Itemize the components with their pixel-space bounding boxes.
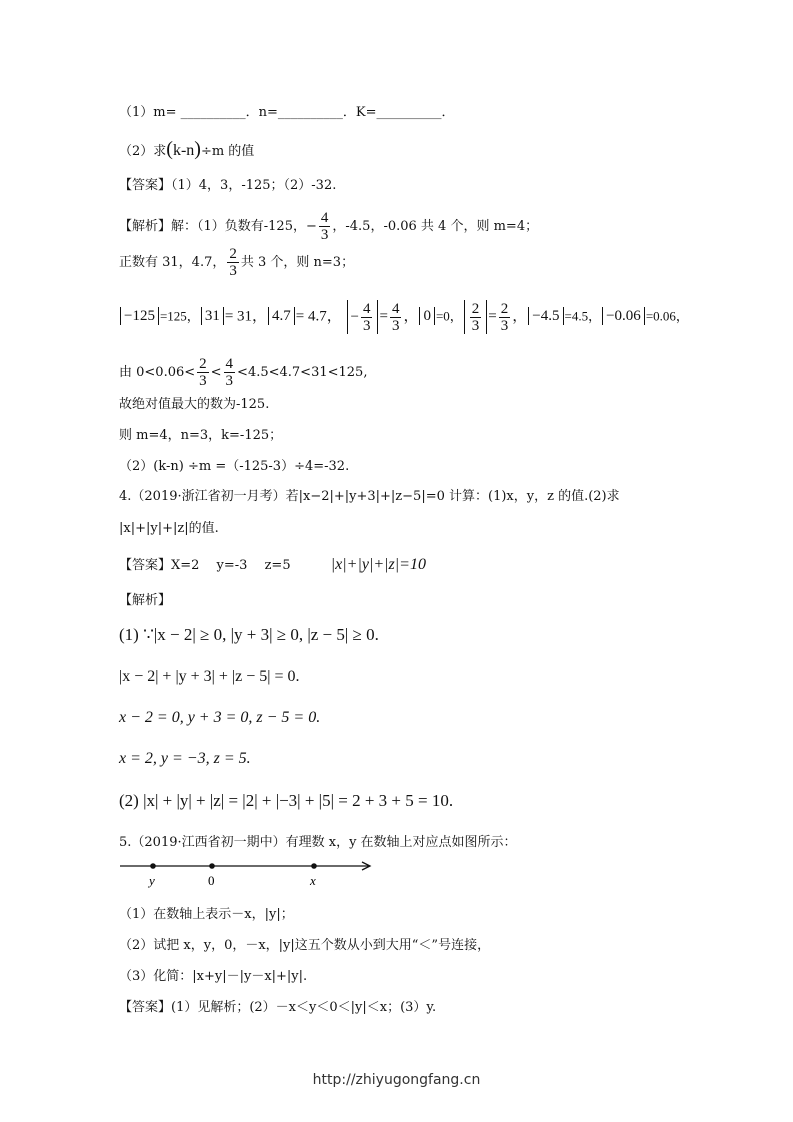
q4-stem: 4.（2019·浙江省初一月考）若|x−2|+|y+3|+|z−5|=0 计算：(1)x，y，z 的值.(2)求 (119, 489, 620, 504)
q3-solution-negatives: 【解析】解：（1）负数有-125，− $\frac{4}{3}$ ，-4.5，-0.06 共 4 个，则 m=4； (119, 210, 539, 243)
q3-part2-suffix: ÷m 的值 (200, 144, 255, 159)
q3-calc: （2）(k-n) ÷m =（-125-3）÷4=-32. (119, 459, 350, 474)
label-y: y (149, 873, 155, 888)
point-x (311, 863, 317, 869)
q3-solution-positives: 正数有 31，4.7， $\frac{2}{3}$ 共 3 个，则 n=3； (119, 246, 355, 279)
q4-step-5: (2) |x| + |y| + |z| = |2| + |−3| + |5| = 2 + 3 + 5 = 10. (119, 791, 454, 810)
q3-blank-line: （1）m= __________．n=__________．K=__________． (119, 105, 455, 120)
fraction-2-3: $\frac{2}{3}$ (229, 246, 237, 279)
label-x: x (310, 873, 316, 888)
q5-part1: （1）在数轴上表示－x，|y|； (119, 907, 294, 922)
q4-answer: 【答案】X=2 y=-3 z=5 |x|+|y|+|z|=10 (119, 556, 426, 573)
q4-step-3: x − 2 = 0, y + 3 = 0, z − 5 = 0. (119, 709, 321, 726)
q3-result: 则 m=4，n=3，k=-125； (119, 428, 283, 443)
q4-stem-2: |x|+|y|+|z|的值. (119, 521, 219, 536)
q5-stem: 5.（2019·江西省初一期中）有理数 x，y 在数轴上对应点如图所示： (119, 835, 517, 850)
point-y (150, 863, 156, 869)
q4-analysis-label: 【解析】 (119, 593, 172, 608)
q3-absolute-values: −125 =125， 31 = 31， 4.7 = 4.7， − $\frac{4}{3}$ = $\frac{4}{3}$ ， 0 =0， $\frac{2}{3}$ = $\frac{2}{3}$ ， −4.5 =4.5， −0.06 =0.06， (119, 300, 689, 334)
q3-part2-prefix: （2）求 (119, 144, 167, 159)
q4-step-2: |x − 2| + |y + 3| + |z − 5| = 0. (119, 668, 300, 685)
point-zero (209, 863, 215, 869)
q3-ordering: 由 0<0.06< $\frac{2}{3}$ < $\frac{4}{3}$ <4.5<4.7<31<125, (119, 356, 368, 389)
footer-url: http://zhiyugongfang.cn (312, 1072, 481, 1088)
label-zero: 0 (208, 873, 215, 888)
q4-step-1: (1) ∵|x − 2| ≥ 0, |y + 3| ≥ 0, |z − 5| ≥ 0. (119, 625, 379, 644)
number-line (119, 858, 374, 892)
q5-part3: （3）化简：|x+y|－|y－x|+|y|. (119, 969, 308, 984)
q5-answer: 【答案】(1）见解析；(2）－x＜y＜0＜|y|＜x；(3）y. (119, 1000, 437, 1015)
fraction-4-3: $\frac{4}{3}$ (320, 210, 329, 243)
q3-answer: 【答案】（1）4，3，-125；（2）-32. (119, 178, 337, 193)
q5-part2: （2）试把 x，y，0，－x，|y|这五个数从小到大用“＜”号连接， (119, 938, 491, 953)
q3-max-abs: 故绝对值最大的数为-125. (119, 397, 270, 412)
q4-step-4: x = 2, y = −3, z = 5. (119, 750, 251, 767)
q3-part2-expr: k-n (172, 142, 195, 159)
q3-part2-line: （2）求(k-n)÷m 的值 (119, 138, 255, 160)
